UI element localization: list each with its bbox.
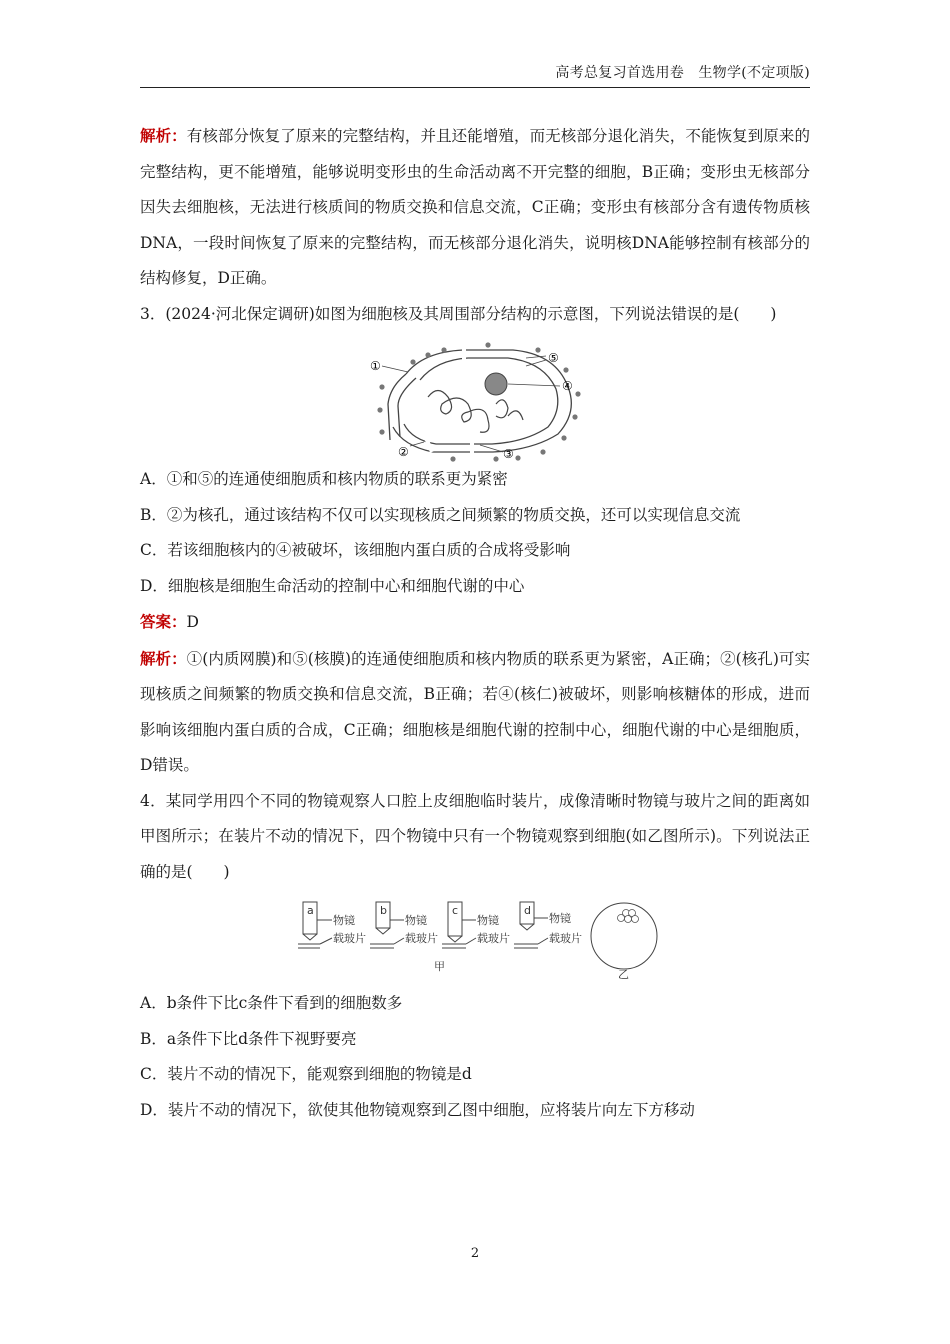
question-3-stem: 3．(2024·河北保定调研)如图为细胞核及其周围部分结构的示意图，下列说法错误的是( )	[140, 304, 777, 323]
caption-jia: 甲	[434, 960, 445, 973]
q3-option-c: C．若该细胞核内的④被破坏，该细胞内蛋白质的合成将受影响	[140, 541, 571, 559]
objective-label-a: 物镜	[333, 914, 355, 927]
label-5: ⑤	[548, 351, 559, 365]
slide-label-b: 载玻片	[405, 932, 438, 945]
question-4-stem: 4．某同学用四个不同的物镜观察人口腔上皮细胞临时装片，成像清晰时物镜与玻片之间的距离如甲图所示；在装片不动的情况下，四个物镜中只有一个物镜观察到细胞(如乙图所示)。下列说法正确的是( )	[140, 791, 810, 881]
answer-value: D	[186, 613, 199, 631]
objective-label-c: 物镜	[477, 914, 499, 927]
q4-option-b: B．a条件下比d条件下视野要亮	[140, 1029, 357, 1048]
lens-a-label: a	[307, 904, 314, 917]
label-2: ②	[398, 445, 409, 459]
caption-yi: 乙	[618, 968, 629, 980]
q3-option-a: A．①和⑤的连通使细胞质和核内物质的联系更为紧密	[140, 470, 508, 488]
nucleus-diagram	[368, 342, 583, 462]
q4-option-d: D．装片不动的情况下，欲使其他物镜观察到乙图中细胞，应将装片向左下方移动	[140, 1100, 695, 1119]
q3-explanation	[140, 641, 810, 784]
label-3: ③	[503, 447, 514, 461]
explanation-label: 解析：	[140, 126, 187, 145]
header-rule	[140, 87, 810, 88]
label-1: ①	[370, 359, 381, 373]
explanation-text: ①(内质网膜)和⑤(核膜)的连通使细胞质和核内物质的联系更为紧密，A正确；②(核孔)可实现核质之间频繁的物质交换和信息交流，B正确；若④(核仁)被破坏，则影响核糖体的形成，进而影响该细胞内蛋白质的合成，C正确；细胞核是细胞代谢的控制中心，细胞代谢的中心是细胞质，D错误。	[140, 649, 810, 774]
page-content	[140, 118, 810, 1128]
q3-option-b: B．②为核孔，通过该结构不仅可以实现核质之间频繁的物质交换，还可以实现信息交流	[140, 505, 741, 524]
lens-d-label: d	[524, 904, 531, 917]
lens-c-label: c	[452, 904, 459, 917]
page-number: 2	[470, 1246, 480, 1261]
top-explanation	[140, 118, 810, 297]
q4-option-c: C．装片不动的情况下，能观察到细胞的物镜是d	[140, 1065, 472, 1083]
microscope-figure	[298, 898, 660, 980]
q3-option-d: D．细胞核是细胞生命活动的控制中心和细胞代谢的中心	[140, 576, 525, 595]
slide-label-d: 载玻片	[549, 932, 582, 945]
label-4: ④	[562, 379, 573, 393]
slide-label-c: 载玻片	[477, 932, 510, 945]
objective-label-b: 物镜	[405, 914, 427, 927]
q3-answer	[140, 604, 810, 641]
page-header: 高考总复习首选用卷 生物学(不定项版)	[555, 65, 810, 81]
slide-label-a: 载玻片	[333, 932, 366, 945]
explanation-text: 有核部分恢复了原来的完整结构，并且还能增殖，而无核部分退化消失，不能恢复到原来的完整结构，更不能增殖，能够说明变形虫的生命活动离不开完整的细胞，B正确；变形虫无核部分因失去细胞核，无法进行核质间的物质交换和信息交流，C正确；变形虫有核部分含有遗传物质核DNA，一段时间恢复了原来的完整结构，而无核部分退化消失，说明核DNA能够控制有核部分的结构修复，D正确。	[140, 127, 810, 287]
q4-option-a: A．b条件下比c条件下看到的细胞数多	[140, 994, 403, 1012]
explanation-label: 解析：	[140, 648, 187, 668]
lens-b-label: b	[380, 904, 387, 917]
objective-label-d: 物镜	[549, 912, 571, 925]
answer-label: 答案：	[140, 612, 187, 631]
